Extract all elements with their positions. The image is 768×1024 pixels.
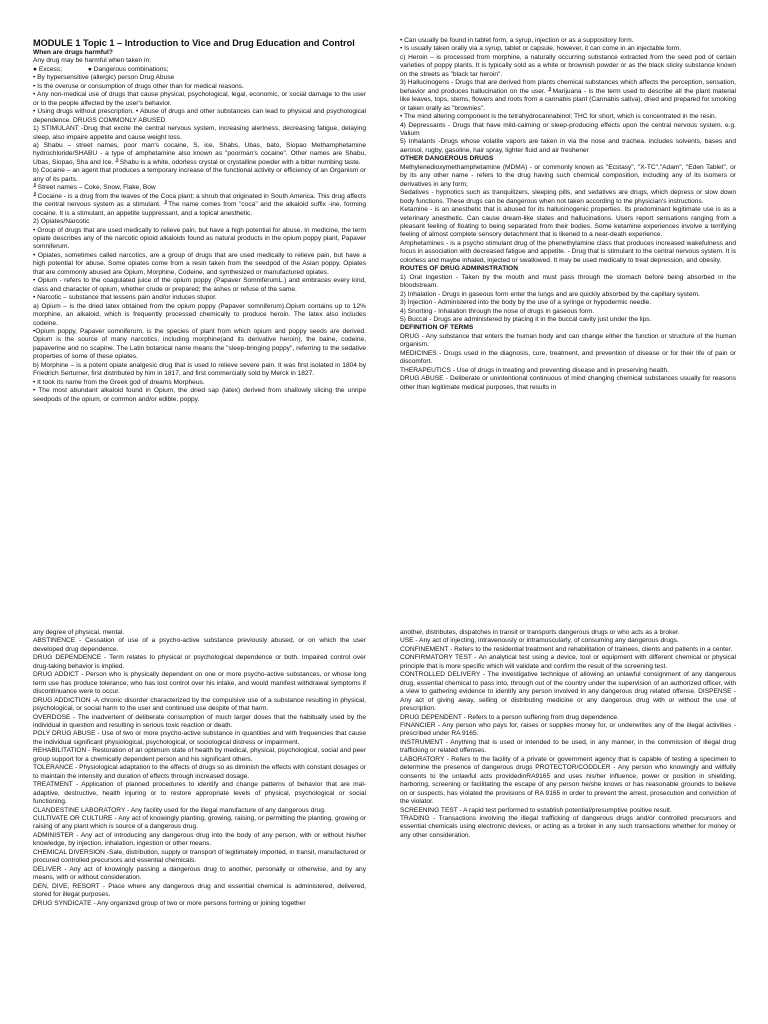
paragraph: THERAPEUTICS - Use of drugs in treating and preventing disease and in preserving health. (400, 366, 670, 374)
paragraph: • By hypersensitive (allergic) person Drug Abuse (33, 74, 175, 82)
paragraph: • Opium - refers to the coagulated juice of the opium poppy (Papaver SomniferumL.) and embraces every kind, class and character of opium, whether crude or prepared; the ashes or refuse of the same. (33, 277, 366, 293)
paragraph: Ketamine - is an anesthetic that is abused for its hallucinogenic properties. Its predominant legitimate use is as a veterinary anesthetic. Can cause dream-like states and hallucinations. Users report sensations ranging from a pleasant feeling of floating to being separated from their bodies. Some ketamine experiences involve a terrifying feeling of almost complete sensory detachment that is likened to a near-death experience. (400, 206, 736, 239)
column-4 (400, 629, 736, 1024)
paragraph: ╜Cocaine - is a drug from the leaves of the Coca plant; a shrub that originated in South America. This drug affects the central nervous system as a stimulant. ╜The name comes from "coca" and the alkaloid suffix -ine, forming cocaine. It is a stimulant, an appetite suppressant, and a topical anesthetic. (33, 192, 366, 217)
paragraph: FINANCIER - Any person who pays for, raises or supplies money for, or underwrites any of the illegal activities - prescribed under RA 9165. (400, 721, 736, 738)
paragraph: DRUG ADDICTION -A chronic disorder characterized by the compulsive use of a substance resulting in physical, psychological, or social harm to the user and continued use despite of that harm. (33, 696, 366, 713)
paragraph: • The mind altering component is the tetrahydrocannabinol; THC for short, which is concentrated in the resin. (400, 113, 717, 121)
paragraph: 2) Inhalation - Drugs in gaseous form enter the lungs and are quickly absorbed by the capillary system. (400, 290, 700, 298)
paragraph: CULTIVATE OR CULTURE - Any act of knowingly planting, growing, raising, or permitting the planting, growing or raising of any plant which is source of a dangerous drug. (33, 814, 366, 831)
paragraph: b) Morphine – is a potent opiate analgesic drug that is used to relieve severe pain. It was first isolated in 1804 by Friedrich Serturner, first distributed by him in 1817, and first commercially sold by Merck in 1827. (33, 361, 366, 378)
paragraph: ╜Street names – Coke, Snow, Flake, Bow (33, 184, 156, 192)
paragraph: 3) Hallucinogens - Drugs that are derived from plants chemical substances which affects the perception, sensation, behavior and produces hallucination on the user. ╜Marijuana - is the term used to describe all the plant material like leaves, tops, stems, flowers and roots from a cannabis plant (Cannabis sativa), dried and prepared for smoking or taken orally as "brownies". (400, 79, 736, 112)
paragraph: • Is usually taken orally via a syrup, tablet or capsule, however, it can come in an injectable form. (400, 45, 682, 53)
paragraph: 1) STIMULANT -Drug that excite the central nervous system, increasing alertness, decreasing fatigue, delaying sleep, also impaire appetite and cause weight loss. (33, 125, 366, 141)
section-heading: DEFINITION OF TERMS (400, 324, 474, 332)
paragraph: • Any non-medical use of drugs that cause physical, psychological, legal, economic, or social damage to the user or to the people affected by the user's behavior. (33, 91, 366, 107)
paragraph: CLANDESTINE LABORATORY - Any facility used for the illegal manufacture of any dangerous drug. (33, 806, 326, 814)
paragraph: DRUG ABUSE - Deliberate or unintentional continuous of mind changing chemical substances usually for reasons other than legitimate medical purposes, that results in (400, 375, 736, 391)
paragraph: 4) Snorting - Inhalation through the nose of drugs in gaseous form. (400, 307, 595, 315)
paragraph: CONFIRMATORY TEST - An analytical test using a device, tool or equipment with different chemical or physical principle that is more specific which will validate and confirm the result of the screening test. (400, 654, 736, 670)
paragraph: POLY DRUG ABUSE - Use of two or more psycho-active substance in quantities and with frequencies that cause the individual significant physiological, psychological, or sociological distress or impairment. (33, 730, 366, 746)
paragraph: • Can usually be found in tablet form, a syrup, injection or as a suppository form. (400, 37, 634, 44)
paragraph: • The most abundant alkaloid found in Opium, the dried sap (latex) derived from shallowly slicing the unripe seedpods of the opium, or common and/or edible, poppy. (33, 387, 366, 403)
paragraph: Sedatives - hypnotics such as tranquilizers, sleeping pills, and sedatives are drugs, which depress or slow down body functions. These drugs can be dangerous when not taken according to the physician's instructions. (400, 189, 736, 205)
paragraph: • It took its name from the Greek god of dreams Morpheus. (33, 378, 205, 386)
column-3 (33, 629, 366, 1024)
paragraph: ADMINISTER - Any act of introducing any dangerous drug into the body of any person, with or without his/her knowledge, by injection, inhalation, ingestion or other means. (33, 831, 366, 848)
paragraph: DRUG DEPENDENT - Refers to a person suffering from drug dependence. (400, 713, 619, 721)
bullet-combinations: ● Dangerous combinations; (87, 65, 169, 73)
module-title: MODULE 1 Topic 1 – Introduction to Vice and Drug Education and Control (33, 38, 355, 48)
paragraph: 3) Injection - Administered into the body by the use of a syringe or hypodermic needle. (400, 299, 652, 307)
paragraph: • Group of drugs that are used medically to relieve pain, but have a high potential for abuse. In medicine, the term opiate describes any of the narcotic opioid alkaloids found as natural products in the opium poppy plant, Papaver somniferum. (33, 226, 366, 251)
paragraph: •Opium poppy, Papaver somniferum, is the species of plant from which opium and poppy seeds are derived. Opium is the source of many narcotics, including morphine(and its derivative heroin), the baine, codeine, papaverine and no scapine. The Latin botanical name means the "sleep-bringing poppy", referring to the sedative properties of some of these opiates. (33, 327, 366, 361)
paragraph: TREATMENT - Application of planned procedures to identify and change patterns of behavior that are mal-adaptive, destructive, health injuring or to restore appropriate levels of physical, psychological or social functioning. (33, 781, 366, 806)
paragraph: a) Shabu – street names, poor man's cocaine, S, ice, Shabs, Ubas, bato, Siopao Methamphetamine hydrochloride/SHABU - a type of amphetamine also known as "poorman's cocaine". Other names are Shabu, Ubas, Siopao, Sha and Ice. ╜Shabu is a white, odorless crystal or crystalline powder with a bitter numbing taste. (33, 141, 366, 166)
section-heading: ROUTES OF DRUG ADMINISTRATION (400, 265, 518, 273)
paragraph: • Narcotic – substance that lessens pain and/or induces stupor. (33, 294, 217, 302)
paragraph: • Using drugs without prescription. • Abuse of drugs and other substances can lead to physical and psychological dependence. DRUGS COMMONLY ABUSED (33, 108, 366, 124)
paragraph: INSTRUMENT - Anything that is used or intended to be used, in any manner, in the commission of illegal drug trafficking or related offenses. (400, 738, 736, 755)
paragraph: OVERDOSE - The inadvertent of deliberate consumption of much larger doses that the habitually used by the individual in question and resulting in serious toxic reaction or death. (33, 713, 366, 729)
paragraph: DRUG SYNDICATE - Any organized group of two or more persons forming or joining together (33, 899, 306, 907)
paragraph: TRADING - Transactions involving the illegal trafficking of dangerous drugs and/or controlled precursors and essential chemicals using electronic devices, or acting as a broker in any such transactions whether for money or any other consideration. (400, 814, 736, 839)
paragraph: c) Heroin – is processed from morphine, a naturally occurring substance extracted from the seed pod of certain varieties of poppy plants. It is typically sold as a white or brownish powder or as the black sticky substance known on the streets as "black tar heroin". (400, 53, 736, 78)
paragraph: a) Opium – is the dried latex obtained from the opium poppy (Papaver somniferum).Opium contains up to 12% morphine, an alkaloid, which is frequently processed chemically to produce heroin. The latex also includes codeine. (33, 302, 366, 327)
paragraph: SCREENING TEST - A rapid test performed to establish potential/presumptive positive result. (400, 806, 672, 814)
paragraph: DRUG DEPENDENCE - Term relates to physical or psychological dependence or both. Impaired control over drug-taking behavior is implied. (33, 654, 366, 670)
paragraph: CHEMICAL DIVERSION -Sale, distribution, supply or transport of legitimately imported, in transit, manufactured or procured controlled precursors and essential chemicals. (33, 848, 366, 865)
paragraph: USE - Any act of injecting, intravenously or intramuscularly, of consuming any dangerous drugs. (400, 637, 679, 645)
paragraph: Amphetamines - is a psycho stimulant drug of the phenethylamine class that produces increased wakefulness and focus in association with decreased fatigue and appetite. - Drug that is stimulant to the central nervous system. It is colorless and maybe inhaled, injected or swallowed. It may be used medically to treat depression, and obesity. (400, 239, 736, 264)
paragraph: LABORATORY - Refers to the facility of a private or government agency that is capable of testing a specimen to determine the presence of dangerous drugs PROTECTOR/CODDLER - Any person who knowingly and willfully consents to the unlawful acts providedinRA9165 and uses his/her influence, power or position in shielding, harboring, screening or facilitating the escape of any person he/she knows or has reasonable grounds to believe on or suspects, has violated the provisions of RA 9165 in order to prevent the arrest, prosecution and conviction of the violator. (400, 755, 736, 806)
paragraph: b) Cocaine – an agent that produces a temporary increase of the functional activity or efficiency of an Organism or any of its parts. (33, 167, 366, 183)
paragraph: Any drug may be harmful when taken in: (33, 57, 152, 65)
paragraph: 2) Opiates/Narcotic (33, 218, 90, 226)
paragraph: any degree of physical, mental. (33, 629, 125, 636)
harm-conditions-row (33, 66, 366, 74)
paragraph: TOLERANCE - Physiological adaptation to the effects of drugs so as diminish the effects with constant dosages or to maintain the intensity and duration of effects through increased dosage. (33, 764, 366, 780)
paragraph: DRUG - Any substance that enters the human body and can change either the function or structure of the human organism. (400, 332, 736, 349)
paragraph: 5) Inhalants -Drugs whose volatile vapors are taken in via the nose and trachea. includes solvents, bases and aerosol, rugby, gasoline, hair spray, lighter fluid and air freshener (400, 138, 736, 154)
paragraph: DELIVER - Any act of knowingly passing a dangerous drug to another, personally or otherwise, and by any means, with or without consideration. (33, 865, 366, 882)
paragraph: 4) Depressants - Drugs that have mild-calming or sleep-producing effects upon the central nervous system. e.g. Valium (400, 121, 736, 137)
paragraph: 5) Buccal - Drugs are administered by placing it in the buccal cavity just under the lips. (400, 315, 652, 323)
column-2 (400, 37, 736, 557)
section-heading: When are drugs harmful? (33, 49, 113, 56)
paragraph: CONTROLLED DELIVERY - The investigative technique of allowing an unlawful consignment of any dangerous drug, essential chemical to pass into, through out of the country under the supervision of an authorized officer, with a view to gathering evidence to identify any person involved in any dangerous drug related offense. DISPENSE - Any act of giving away, selling or distributing medicine or any dangerous drug with or without the use of prescription. (400, 671, 736, 713)
paragraph: REHABILITATION - Restoration of an optimum state of health by medical, physical, psychological, social and peer group support for a chemically dependent person and his significant others. (33, 747, 366, 763)
section-heading: OTHER DANGEROUS DRUGS (400, 155, 494, 163)
paragraph: another, distributes, dispatches in transit or transports dangerous drugs or who acts as a broker. (400, 629, 680, 636)
paragraph: DEN, DIVE, RESORT - Place where any dangerous drug and essential chemical is administered, delivered, stored for illegal purposes. (33, 882, 366, 899)
paragraph: CONFINEMENT - Refers to the residential treatment and rehabilitation of trainees, clients and patients in a center. (400, 645, 733, 653)
paragraph: MEDICINES - Drugs used in the diagnosis, cure, treatment, and prevention of disease or for their life of pain or discomfort. (400, 349, 736, 366)
paragraph: ABSTINENCE - Cessation of use of a psycho-active substance previously abused, or on which the user developed drug dependence. (33, 637, 366, 653)
paragraph: 1) Oral Ingestion - Taken by the mouth and must pass through the stomach before being absorbed in the bloodstream. (400, 273, 736, 290)
paragraph: • Opiates, sometimes called narcotics, are a group of drugs that are used medically to relieve pain, but have a high potential for abuse. Some opiates come from a resin taken from the seedpod of the Asian poppy. Opiates that are commonly abused are Opium, Morphine, Codeine, and synthesized or manufactured opiates. (33, 251, 366, 276)
bullet-excess: ● Excess; (33, 65, 62, 73)
column-1 (33, 37, 366, 557)
paragraph: Methylenedioxymethamphetamine (MDMA) - or commonly known as "Ecstasy", "X-TC","Adam", "Eden Tablet", or by its any other name - refers to the drug having such chemical composition, including any of its isomers or derivatives in any form; (400, 163, 736, 188)
paragraph: • Is the overuse or consumption of drugs other than for medical reasons. (33, 82, 244, 90)
paragraph: DRUG ADDICT - Person who is physically dependent on one or more psycho-active substances, or whose long term use has produce tolerance, who has lost control over his intake, and would manifest withdrawal symptoms if discontinuance were to occur. (33, 671, 366, 696)
